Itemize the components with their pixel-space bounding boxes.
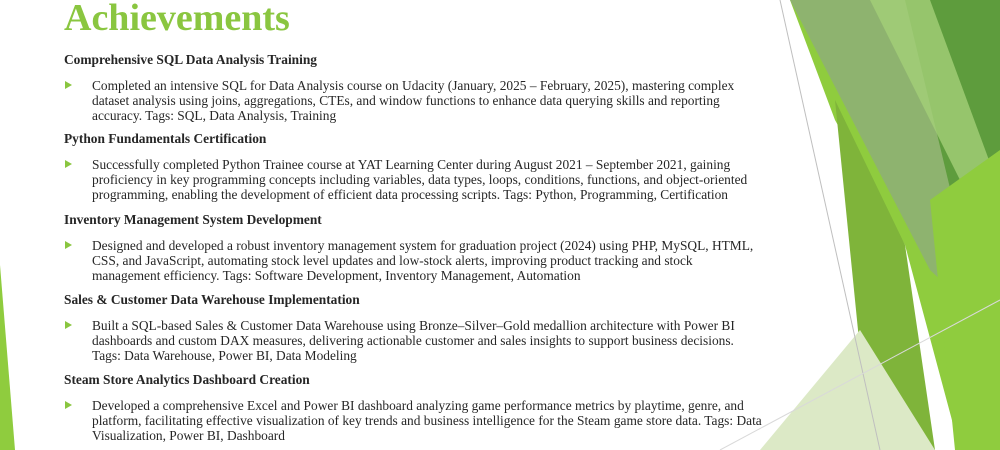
- triangle-bullet-icon: [65, 81, 72, 89]
- triangle-bullet-icon: [65, 401, 72, 409]
- achievement-section: [64, 292, 764, 364]
- achievement-heading: Steam Store Analytics Dashboard Creation: [64, 372, 310, 387]
- achievement-bullet: [64, 318, 764, 364]
- achievement-heading: Comprehensive SQL Data Analysis Training: [64, 52, 317, 67]
- achievement-bullet: [64, 238, 764, 284]
- achievement-description: Built a SQL-based Sales & Customer Data Warehouse using Bronze–Silver–Gold medallion architecture with Power BI dashboards and custom DAX measures, delivering actionable customer and sales insights to support business decisions. Tags: Data Warehouse, Power BI, Data Modeling: [92, 318, 735, 364]
- achievement-section: [64, 372, 764, 444]
- achievement-description: Successfully completed Python Trainee course at YAT Learning Center during August 2021 – September 2021, gaining proficiency in key programming concepts including variables, data types, loops, conditions, functions, and object-oriented programming, enabling the development of efficient data processing scripts. Tags: Python, Programming, Certification: [92, 157, 748, 203]
- achievement-description: Completed an intensive SQL for Data Analysis course on Udacity (January, 2025 – February, 2025), mastering complex dataset analysis using joins, aggregations, CTEs, and window functions to enhance data querying skills and reporting accuracy. Tags: SQL, Data Analysis, Training: [92, 78, 735, 124]
- achievement-heading: Python Fundamentals Certification: [64, 131, 267, 146]
- triangle-bullet-icon: [65, 321, 72, 329]
- achievement-section: [64, 212, 764, 284]
- achievement-bullet: [64, 78, 764, 124]
- achievement-section: [64, 131, 764, 203]
- achievement-description: Designed and developed a robust inventory management system for graduation project (2024) using PHP, MySQL, HTML, CSS, and JavaScript, automating stock level updates and low-stock alerts, improving product tracking and stock management efficiency. Tags: Software Development, Inventory Management, Automation: [92, 238, 754, 284]
- achievement-description: Developed a comprehensive Excel and Power BI dashboard analyzing game performance metrics by playtime, genre, and platform, facilitating effective visualization of key trends and business intelligence for the Steam game store data. Tags: Data Visualization, Power BI, Dashboard: [92, 398, 762, 444]
- achievement-section: [64, 52, 764, 124]
- achievement-bullet: [64, 398, 764, 444]
- triangle-bullet-icon: [65, 160, 72, 168]
- achievement-heading: Inventory Management System Development: [64, 212, 322, 227]
- achievement-bullet: [64, 157, 764, 203]
- slide-title: Achievements: [64, 0, 290, 39]
- triangle-bullet-icon: [65, 241, 72, 249]
- achievement-heading: Sales & Customer Data Warehouse Implementation: [64, 292, 360, 307]
